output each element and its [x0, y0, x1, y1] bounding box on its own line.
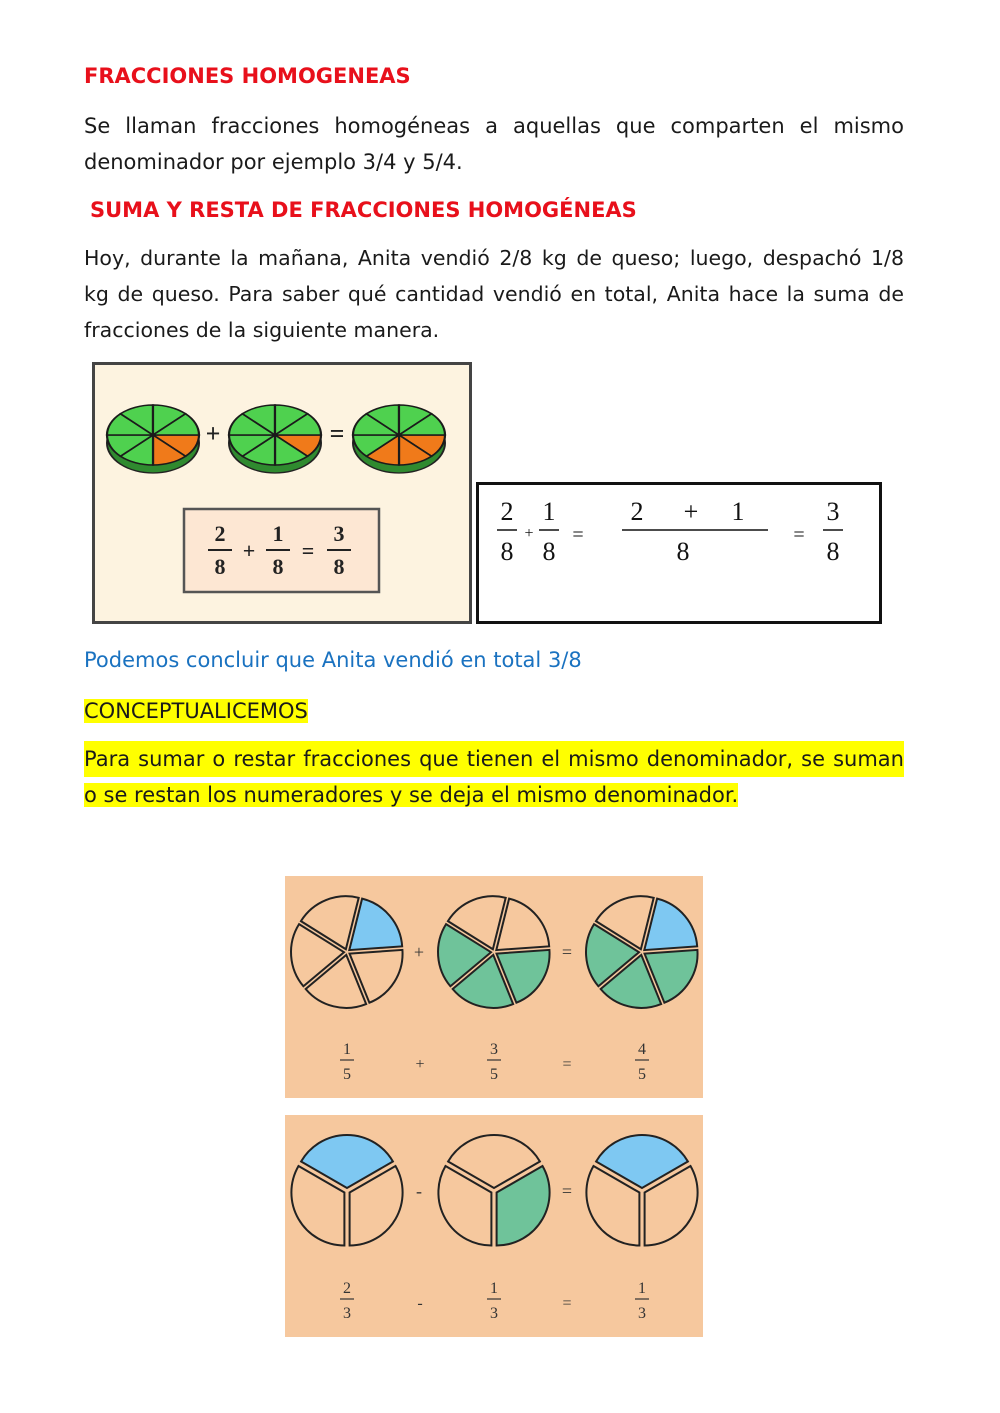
fig1-op-eq: =: [301, 538, 315, 563]
figure-pie-eighths: [92, 362, 472, 624]
fig2-sum-num-a: 2: [630, 497, 644, 526]
fig2-den-3: 8: [826, 537, 840, 566]
fig2-sum-plus: +: [683, 497, 699, 526]
fig4-num-3: 1: [638, 1280, 646, 1297]
fig2-den-1: 8: [500, 537, 514, 566]
section-heading-suma-resta: SUMA Y RESTA DE FRACCIONES HOMOGÉNEAS: [90, 198, 637, 222]
figure1-equals-sign: =: [329, 419, 345, 448]
story-line-2: kg de queso. Para saber qué cantidad vendió en total, Anita hace la suma de: [84, 282, 904, 306]
fig3-num-1: 1: [343, 1041, 351, 1058]
pie-eighths-2: [229, 405, 321, 473]
fig4-op-eq: =: [562, 1295, 572, 1312]
fig2-den-2: 8: [542, 537, 556, 566]
fig4-den-2: 3: [490, 1305, 498, 1322]
fig4-den-3: 3: [638, 1305, 646, 1322]
rule-paragraph: [84, 741, 904, 813]
figure4-minus-sign: -: [416, 1181, 422, 1201]
fig1-den-1: 8: [214, 554, 226, 579]
story-paragraph: [84, 240, 904, 348]
pie-eighths-1: [107, 405, 199, 473]
fig4-op-minus: -: [417, 1295, 423, 1312]
fig3-op-eq: =: [562, 1056, 572, 1073]
rule-line-1: Para sumar o restar fracciones que tienen el mismo denominador, se suman: [84, 741, 904, 777]
section-heading-fracciones: FRACCIONES HOMOGENEAS: [84, 64, 411, 88]
figure1-pies: [107, 405, 445, 473]
fig4-den-1: 3: [343, 1305, 351, 1322]
fig2-eq-1: =: [572, 524, 584, 546]
rule-line-2: o se restan los numeradores y se deja el mismo denominador.: [84, 783, 739, 807]
story-line-3: fracciones de la siguiente manera.: [84, 318, 440, 342]
fig3-den-3: 5: [638, 1066, 646, 1083]
fig2-sum-den: 8: [676, 537, 690, 566]
fig2-plus: +: [524, 525, 534, 542]
fig1-den-3: 8: [333, 554, 345, 579]
pie-eighths-3: [353, 405, 445, 473]
fig2-eq-2: =: [793, 524, 805, 546]
intro-line-2: denominador por ejemplo 3/4 y 5/4.: [84, 150, 463, 174]
intro-paragraph: [84, 108, 904, 180]
figure-thirds-subtraction: [285, 1115, 703, 1337]
conclusion-text: Podemos concluir que Anita vendió en total 3/8: [84, 648, 582, 672]
fig3-num-2: 3: [490, 1041, 498, 1058]
fig2-num-3: 3: [826, 497, 840, 526]
figure3-plus-sign: +: [413, 942, 425, 962]
concept-heading: [84, 693, 308, 729]
fig2-sum-num-b: 1: [731, 497, 745, 526]
fig1-op-plus: +: [242, 538, 256, 563]
fig3-op-plus: +: [415, 1056, 425, 1073]
fig3-num-3: 4: [638, 1041, 646, 1058]
fig2-num-2: 1: [542, 497, 556, 526]
fig1-num-1: 2: [214, 521, 226, 546]
fig1-num-2: 1: [272, 521, 284, 546]
fig2-num-1: 2: [500, 497, 514, 526]
figure1-plus-sign: +: [205, 419, 221, 448]
rule-line-2-wrap: [84, 777, 904, 813]
figure4-equals-sign: =: [561, 1181, 573, 1201]
figure3-equals-sign: =: [561, 942, 573, 962]
fig3-den-2: 5: [490, 1066, 498, 1083]
fig4-num-2: 1: [490, 1280, 498, 1297]
concept-heading-label: CONCEPTUALICEMOS: [84, 699, 308, 723]
fig3-den-1: 5: [343, 1066, 351, 1083]
fig1-num-3: 3: [333, 521, 345, 546]
story-line-1: Hoy, durante la mañana, Anita vendió 2/8 kg de queso; luego, despachó 1/8: [84, 246, 904, 270]
figure-symbolic-sum: [476, 482, 882, 624]
fig4-num-1: 2: [343, 1280, 351, 1297]
figure-fifths-addition: [285, 876, 703, 1098]
intro-line-1: Se llaman fracciones homogéneas a aquellas que comparten el mismo: [84, 114, 904, 138]
fig1-den-2: 8: [272, 554, 284, 579]
